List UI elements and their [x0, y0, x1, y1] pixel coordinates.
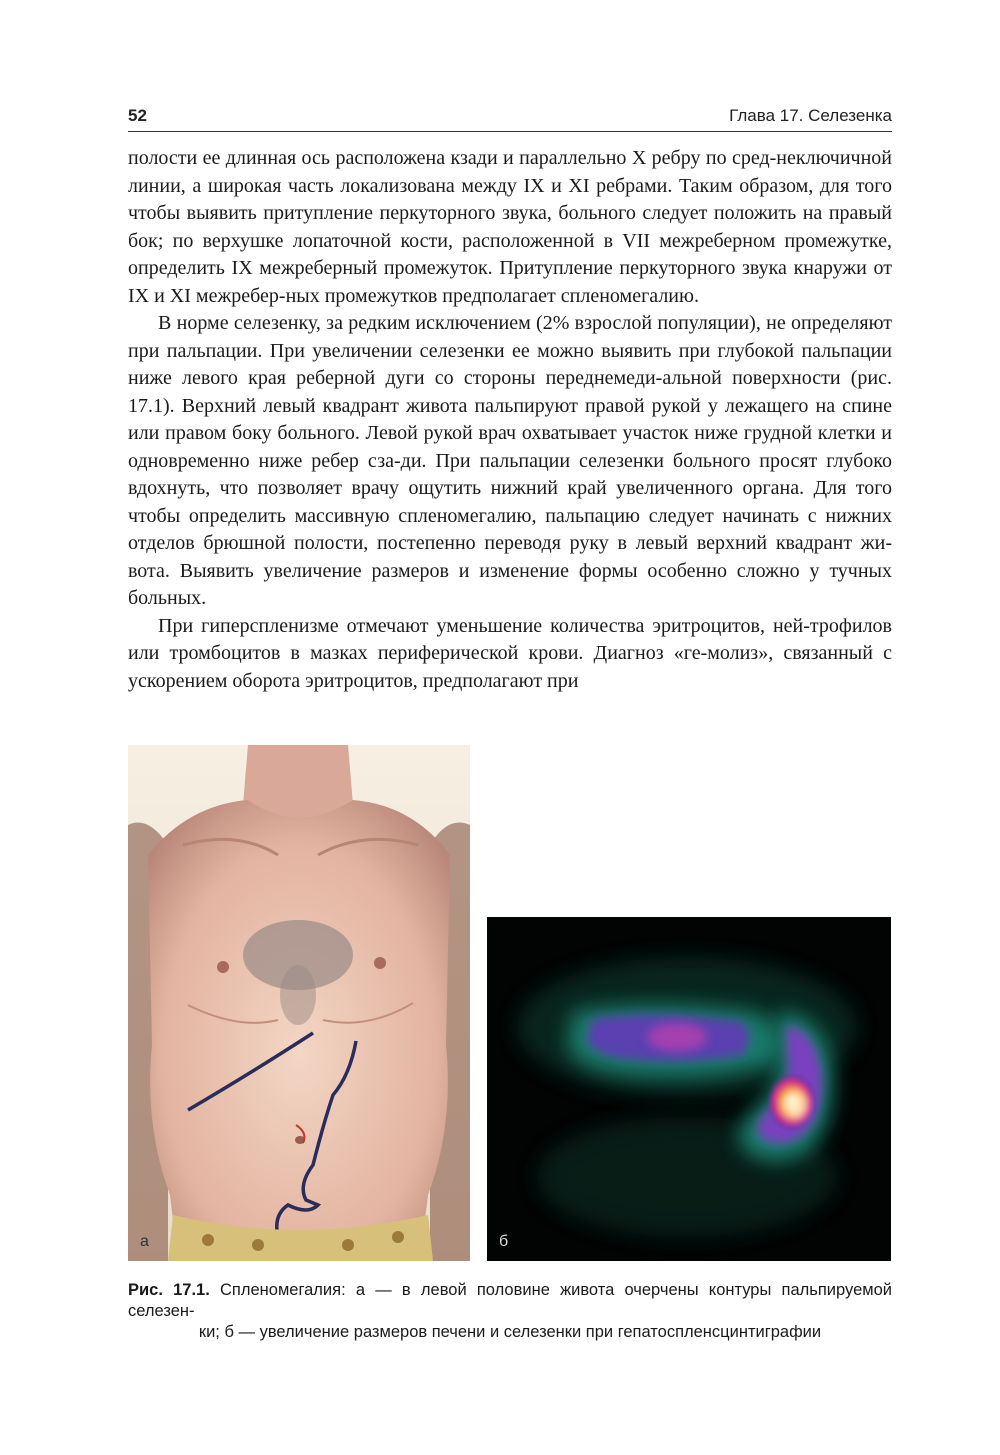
figure-caption: [128, 1280, 892, 1343]
panel-b-label: б: [499, 1233, 509, 1250]
scintigram-illustration: [487, 917, 891, 1261]
page-number: 52: [128, 106, 147, 125]
figure-panel-a-photo: [128, 745, 470, 1261]
caption-label: Рис. 17.1.: [128, 1281, 210, 1299]
body-text: [128, 145, 892, 695]
caption-text-line1: Спленомегалия: а — в левой половине живота очерчены контуры пальпируемой селезен-: [128, 1281, 892, 1320]
patient-torso-illustration: [128, 745, 470, 1261]
paragraph-2: В норме селезенку, за редким исключением (2% взрослой популяции), не определяют при пальпации. При увеличении селезенки ее можно выявить при глубокой пальпации ниже левого края реберной дуги со стороны переднемеди-альной поверхности (рис. 17.1). Верхний левый квадрант живота пальпируют правой рукой у лежащего на спине или правом боку больного. Левой рукой врач охватывает участок ниже грудной клетки и одновременно ниже ребер сза-ди. При пальпации селезенки больного просят глубоко вдохнуть, что позволяет врачу ощутить нижний край увеличенного органа. Для того чтобы определить массивную спленомегалию, пальпацию следует начинать с нижних отделов брюшной полости, постепенно переводя руку в левый верхний квадрант жи-вота. Выявить увеличение размеров и изменение формы особенно сложно у тучных больных.: [128, 312, 892, 609]
figure-panel-b-scintigram: [487, 917, 891, 1261]
paragraph-1: полости ее длинная ось расположена кзади и параллельно X ребру по сред-неключичной линии, а широкая часть локализована между IX и XI ребрами. Таким образом, для того чтобы выявить притупление перкуторного звука, больного следует положить на правый бок; по верхушке лопаточной кости, расположенной в VII межреберном промежутке, определить IX межреберный промежуток. Притупление перкуторного звука кнаружи от IX и XI межребер-ных промежутков предполагает спленомегалию.: [128, 147, 892, 307]
header-rule: [128, 131, 892, 132]
running-title: Глава 17. Селезенка: [729, 106, 892, 125]
paragraph-3: При гиперспленизме отмечают уменьшение количества эритроцитов, ней-трофилов или тромбоцитов в мазках периферической крови. Диагноз «ге-молиз», связанный с ускорением оборота эритроцитов, предполагают при: [128, 614, 892, 692]
panel-a-label: а: [140, 1233, 149, 1250]
page-header: [128, 104, 892, 130]
caption-text-line2: ки; б — увеличение размеров печени и селезенки при гепатоспленсцинтиграфии: [198, 1323, 822, 1341]
